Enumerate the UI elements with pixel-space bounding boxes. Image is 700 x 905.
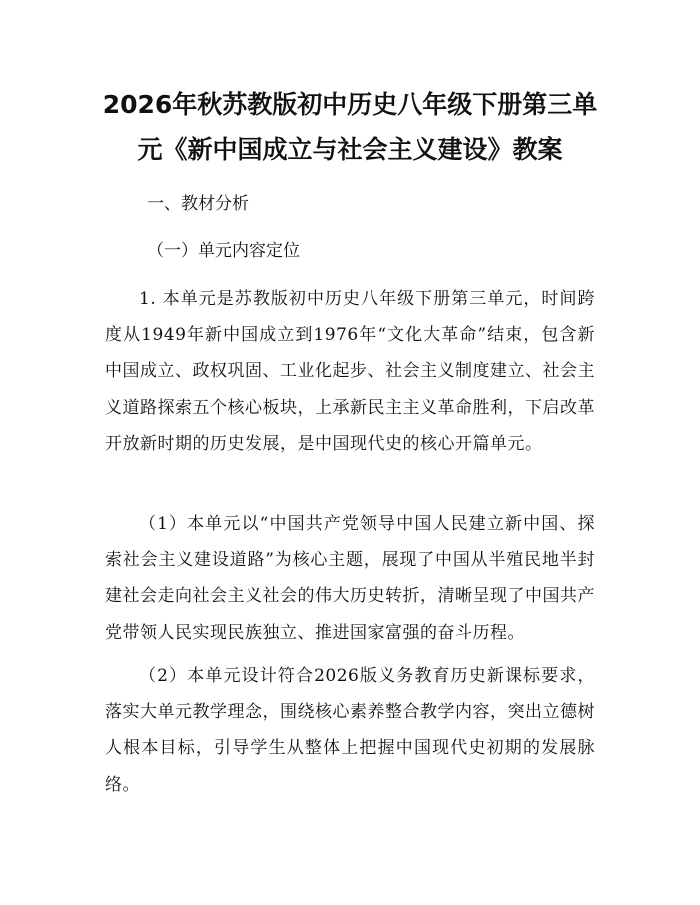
document-title-line-1: 2026年秋苏教版初中历史八年级下册第三单 [102, 90, 598, 119]
subsection-heading: （一）单元内容定位 [147, 241, 300, 261]
document-title-line-2: 元《新中国成立与社会主义建设》教案 [137, 135, 563, 164]
paragraph-2: （1）本单元以“中国共产党领导中国人民建立新中国、探索社会主义建设道路”为核心主题，展现了中国从半殖民地半封建社会走向社会主义社会的伟大历史转折，清晰呈现了中国共产党带领人民实现民族独立、推进国家富强的奋斗历程。 [105, 514, 595, 643]
section-heading: 一、教材分析 [147, 194, 249, 214]
paragraph-3: （2）本单元设计符合2026版义务教育历史新课标要求，落实大单元教学理念，围绕核心素养整合教学内容，突出立德树人根本目标，引导学生从整体上把握中国现代史初期的发展脉络。 [105, 666, 595, 795]
paragraph-1: 1. 本单元是苏教版初中历史八年级下册第三单元，时间跨度从1949年新中国成立到1976年“文化大革命”结束，包含新中国成立、政权巩固、工业化起步、社会主义制度建立、社会主义道路探索五个核心板块，上承新民主主义革命胜利，下启改革开放新时期的历史发展，是中国现代史的核心开篇单元。 [105, 289, 595, 454]
